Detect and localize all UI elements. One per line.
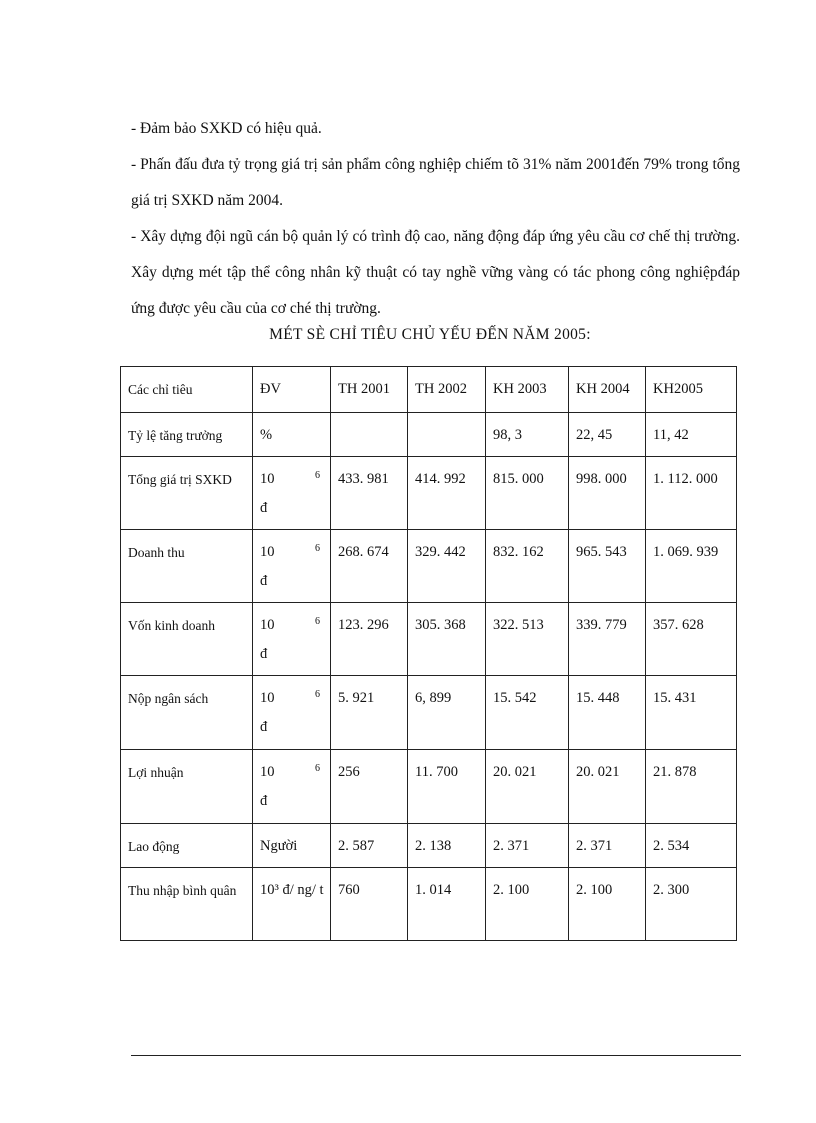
table-header-row	[121, 367, 737, 413]
row-value: 256	[331, 750, 408, 824]
row-value: 2. 100	[569, 868, 646, 941]
row-unit	[253, 530, 331, 603]
table-row	[121, 868, 737, 941]
row-value: 123. 296	[331, 603, 408, 676]
row-value	[408, 413, 486, 457]
header-kh2003: KH 2003	[486, 367, 569, 413]
row-label: Tỷ lệ tăng trưởng	[121, 413, 253, 457]
row-value	[331, 413, 408, 457]
table-row	[121, 824, 737, 868]
row-value: 433. 981	[331, 457, 408, 530]
unit-text: 10³ đ/ ng/ t	[260, 882, 324, 898]
header-unit: ĐV	[253, 367, 331, 413]
unit-currency: đ	[260, 719, 268, 735]
row-value: 268. 674	[331, 530, 408, 603]
row-value: 305. 368	[408, 603, 486, 676]
row-unit	[253, 750, 331, 824]
row-value: 1. 112. 000	[646, 457, 737, 530]
row-value: 2. 587	[331, 824, 408, 868]
row-label: Tổng giá trị SXKD	[121, 457, 253, 530]
row-value: 15. 448	[569, 676, 646, 750]
unit-text: 10	[260, 617, 275, 633]
unit-text: %	[260, 427, 273, 443]
unit-exponent: 6	[315, 763, 320, 774]
row-label: Doanh thu	[121, 530, 253, 603]
row-value: 22, 45	[569, 413, 646, 457]
row-value: 20. 021	[569, 750, 646, 824]
row-label: Lao động	[121, 824, 253, 868]
header-th2002: TH 2002	[408, 367, 486, 413]
row-value: 322. 513	[486, 603, 569, 676]
unit-text: 10	[260, 544, 275, 560]
row-unit	[253, 457, 331, 530]
row-value: 21. 878	[646, 750, 737, 824]
row-value: 2. 138	[408, 824, 486, 868]
unit-text: 10	[260, 471, 275, 487]
indicators-table	[120, 366, 737, 941]
row-value: 2. 371	[569, 824, 646, 868]
row-unit	[253, 868, 331, 941]
row-label: Thu nhập bình quân	[121, 868, 253, 941]
row-value: 6, 899	[408, 676, 486, 750]
unit-text: 10	[260, 764, 275, 780]
row-value: 329. 442	[408, 530, 486, 603]
unit-exponent: 6	[315, 543, 320, 554]
paragraph-industrial-share: - Phấn đấu đưa tỷ trọng giá trị sản phẩm công nghiệp chiếm tõ 31% năm 2001đến 79% trong tổng giá trị SXKD năm 2004.	[131, 156, 740, 209]
row-value: 760	[331, 868, 408, 941]
header-kh2005: KH2005	[646, 367, 737, 413]
unit-exponent: 6	[315, 470, 320, 481]
row-value: 2. 100	[486, 868, 569, 941]
table-row	[121, 750, 737, 824]
row-label: Nộp ngân sách	[121, 676, 253, 750]
unit-exponent: 6	[315, 616, 320, 627]
footer-divider	[131, 1055, 741, 1056]
row-label: Vốn kinh doanh	[121, 603, 253, 676]
unit-currency: đ	[260, 793, 268, 809]
row-value: 98, 3	[486, 413, 569, 457]
row-value: 832. 162	[486, 530, 569, 603]
unit-currency: đ	[260, 500, 268, 516]
row-value: 2. 371	[486, 824, 569, 868]
table-row	[121, 676, 737, 750]
row-value: 11. 700	[408, 750, 486, 824]
table-row	[121, 530, 737, 603]
table-title: MÉT SÈ CHỈ TIÊU CHỦ YẾU ĐẾN NĂM 2005:	[269, 326, 591, 343]
row-label: Lợi nhuận	[121, 750, 253, 824]
row-value: 339. 779	[569, 603, 646, 676]
row-value: 11, 42	[646, 413, 737, 457]
header-indicator: Các chỉ tiêu	[121, 367, 253, 413]
row-unit	[253, 413, 331, 457]
row-value: 1. 069. 939	[646, 530, 737, 603]
table-row	[121, 603, 737, 676]
unit-currency: đ	[260, 573, 268, 589]
row-unit	[253, 603, 331, 676]
row-value: 15. 542	[486, 676, 569, 750]
unit-text: Người	[260, 838, 298, 854]
table-row	[121, 413, 737, 457]
row-value: 2. 534	[646, 824, 737, 868]
paragraph-efficiency: - Đảm bảo SXKD có hiệu quả.	[131, 120, 322, 137]
row-value: 357. 628	[646, 603, 737, 676]
row-value: 20. 021	[486, 750, 569, 824]
row-unit	[253, 676, 331, 750]
unit-exponent: 6	[315, 689, 320, 700]
header-kh2004: KH 2004	[569, 367, 646, 413]
row-value: 815. 000	[486, 457, 569, 530]
unit-text: 10	[260, 690, 275, 706]
unit-currency: đ	[260, 646, 268, 662]
row-value: 998. 000	[569, 457, 646, 530]
row-value: 1. 014	[408, 868, 486, 941]
row-unit	[253, 824, 331, 868]
row-value: 15. 431	[646, 676, 737, 750]
header-th2001: TH 2001	[331, 367, 408, 413]
row-value: 2. 300	[646, 868, 737, 941]
row-value: 414. 992	[408, 457, 486, 530]
table-row	[121, 457, 737, 530]
row-value: 5. 921	[331, 676, 408, 750]
row-value: 965. 543	[569, 530, 646, 603]
paragraph-staff-development: - Xây dựng đội ngũ cán bộ quản lý có trình độ cao, năng động đáp ứng yêu cầu cơ chế thị trường. Xây dựng mét tập thể công nhân kỹ thuật có tay nghề vững vàng có tác phong công nghiệpđáp ứng được yêu cầu của cơ ché thị trường.	[131, 228, 740, 317]
